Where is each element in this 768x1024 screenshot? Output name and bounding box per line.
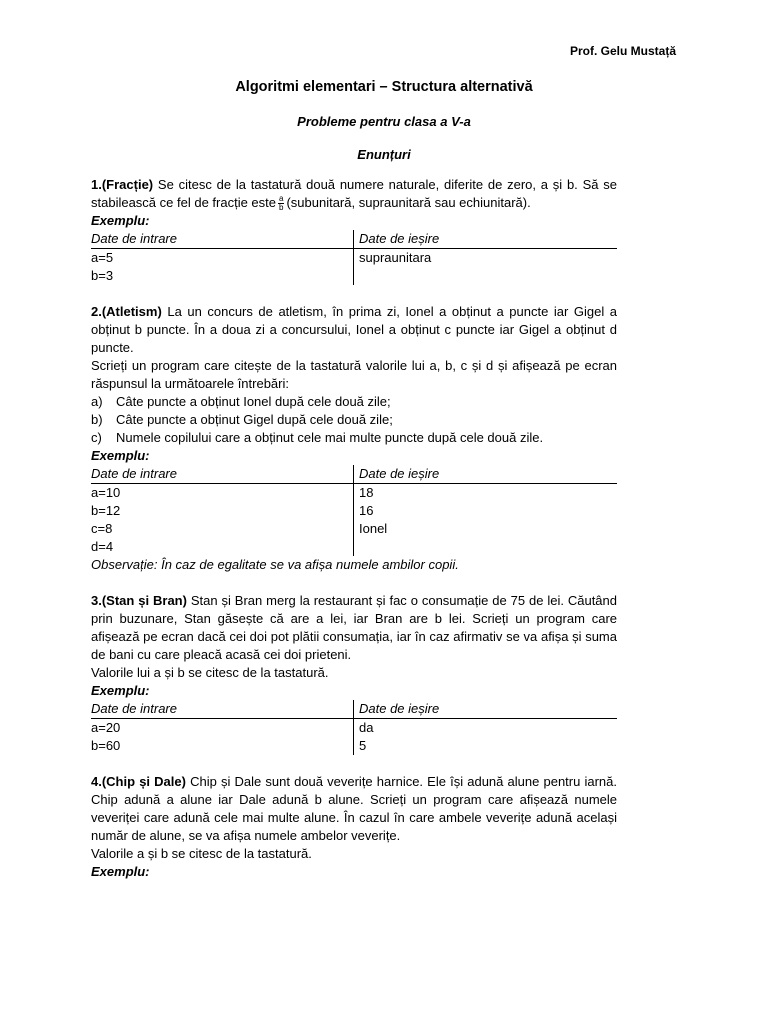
problem-3-statement: [91, 592, 617, 664]
output-value: [354, 267, 618, 285]
list-item-label: a): [91, 394, 103, 410]
problem-2-observation: [91, 556, 617, 574]
problem-2-example-table: [91, 465, 617, 556]
output-column-header: Date de ieșire: [354, 465, 618, 484]
list-item-text: Câte puncte a obținut Ionel după cele două zile;: [116, 394, 391, 410]
input-value: b=3: [91, 268, 114, 284]
problem-1-text-end: (subunitară, supraunitară sau echiunitară).: [286, 195, 531, 210]
list-item: [91, 429, 617, 447]
problem-4-title: 4.(Chip și Dale): [91, 774, 186, 790]
input-value: a=20: [91, 720, 121, 736]
output-value: [354, 538, 618, 556]
section-heading: Enunțuri: [357, 147, 411, 162]
problem-1-title: 1.(Fracție): [91, 177, 154, 192]
output-column-header: Date de ieșire: [354, 700, 618, 719]
output-value: 18: [354, 484, 618, 503]
list-item-text: Câte puncte a obținut Gigel după cele două zile;: [116, 412, 393, 428]
output-value: supraunitara: [354, 249, 618, 268]
fraction-numerator: a: [279, 194, 284, 204]
output-column-header: Date de ieșire: [354, 230, 618, 249]
fraction-a-over-b: [278, 195, 284, 212]
problem-2-task: Scrieți un program care citește de la tastatură valorile lui a, b, c și d și afișează pe ecran răspunsul la următoarele întrebări:: [91, 358, 617, 392]
input-value: b=12: [91, 503, 121, 519]
input-value: d=4: [91, 539, 114, 555]
document-title: Algoritmi elementari – Structura alternativă: [235, 79, 533, 95]
problems-content: [91, 176, 617, 881]
output-value: da: [354, 719, 618, 738]
problem-4-statement: [91, 773, 617, 845]
problem-3-title: 3.(Stan și Bran): [91, 593, 187, 609]
input-value: b=60: [91, 738, 121, 754]
list-item: [91, 393, 617, 411]
problem-3-example-label: Exemplu:: [91, 683, 150, 699]
problem-1-example-table: [91, 230, 617, 285]
list-item-text: Numele copilului care a obținut cele mai multe puncte după cele două zile.: [116, 430, 544, 446]
list-item-label: c): [91, 430, 102, 446]
problem-2-title: 2.(Atletism): [91, 304, 162, 320]
input-column-header: Date de intrare: [91, 230, 354, 249]
input-value: a=5: [91, 250, 114, 266]
problem-2-questions: [91, 393, 617, 447]
problem-4-text: Chip și Dale sunt două veverițe harnice. Ele își adună alune pentru iarnă. Chip adună a alune iar Dale adună b alune. Scrieți un program care afișează numele veveriței care adună cele mai multe alune. În cazul în care ambele veverițe adună același număr de alune, se va afișa numele ambelor veverițe.: [91, 774, 617, 844]
fraction-denominator: b: [279, 203, 284, 213]
observation-text: În caz de egalitate se va afișa numele ambilor copii.: [157, 557, 459, 573]
list-item-label: b): [91, 412, 103, 428]
author-name: Prof. Gelu Mustață: [569, 44, 676, 58]
output-value: Ionel: [354, 520, 618, 538]
input-column-header: Date de intrare: [91, 465, 354, 484]
problem-2-statement: [91, 303, 617, 357]
problem-1-statement: [91, 176, 617, 212]
input-value: c=8: [91, 521, 113, 537]
problem-2-text: La un concurs de atletism, în prima zi, Ionel a obținut a puncte iar Gigel a obținut b puncte. În a doua zi a concursului, Ionel a obținut c puncte iar Gigel a obținut d puncte.: [91, 304, 617, 356]
problem-4-example-label: Exemplu:: [91, 864, 150, 880]
document-subtitle: Probleme pentru clasa a V-a: [297, 114, 471, 129]
list-item: [91, 411, 617, 429]
observation-label: Observație:: [91, 557, 158, 573]
problem-1-text: Se citesc de la tastatură două numere naturale, diferite de zero, a și b. Să se stabilească ce fel de fracție este: [91, 177, 617, 210]
input-column-header: Date de intrare: [91, 700, 354, 719]
problem-3-input-note: Valorile lui a și b se citesc de la tastatură.: [91, 665, 329, 681]
problem-4-input-note: Valorile a și b se citesc de la tastatură.: [91, 846, 312, 862]
output-value: 5: [354, 737, 618, 755]
problem-3-example-table: [91, 700, 617, 755]
output-value: 16: [354, 502, 618, 520]
problem-2-example-label: Exemplu:: [91, 448, 150, 464]
problem-1-example-label: Exemplu:: [91, 213, 150, 229]
problem-3-text: Stan și Bran merg la restaurant și fac o consumație de 75 de lei. Căutând prin buzunare, Stan găsește că are a lei, iar Bran are b lei. Scrieți un program care afișează pe ecran dacă cei doi pot plătii consumația, iar în caz afirmativ se va afișa și suma de bani cu care pleacă acasă cei doi prieteni.: [91, 593, 618, 663]
input-value: a=10: [91, 485, 121, 501]
